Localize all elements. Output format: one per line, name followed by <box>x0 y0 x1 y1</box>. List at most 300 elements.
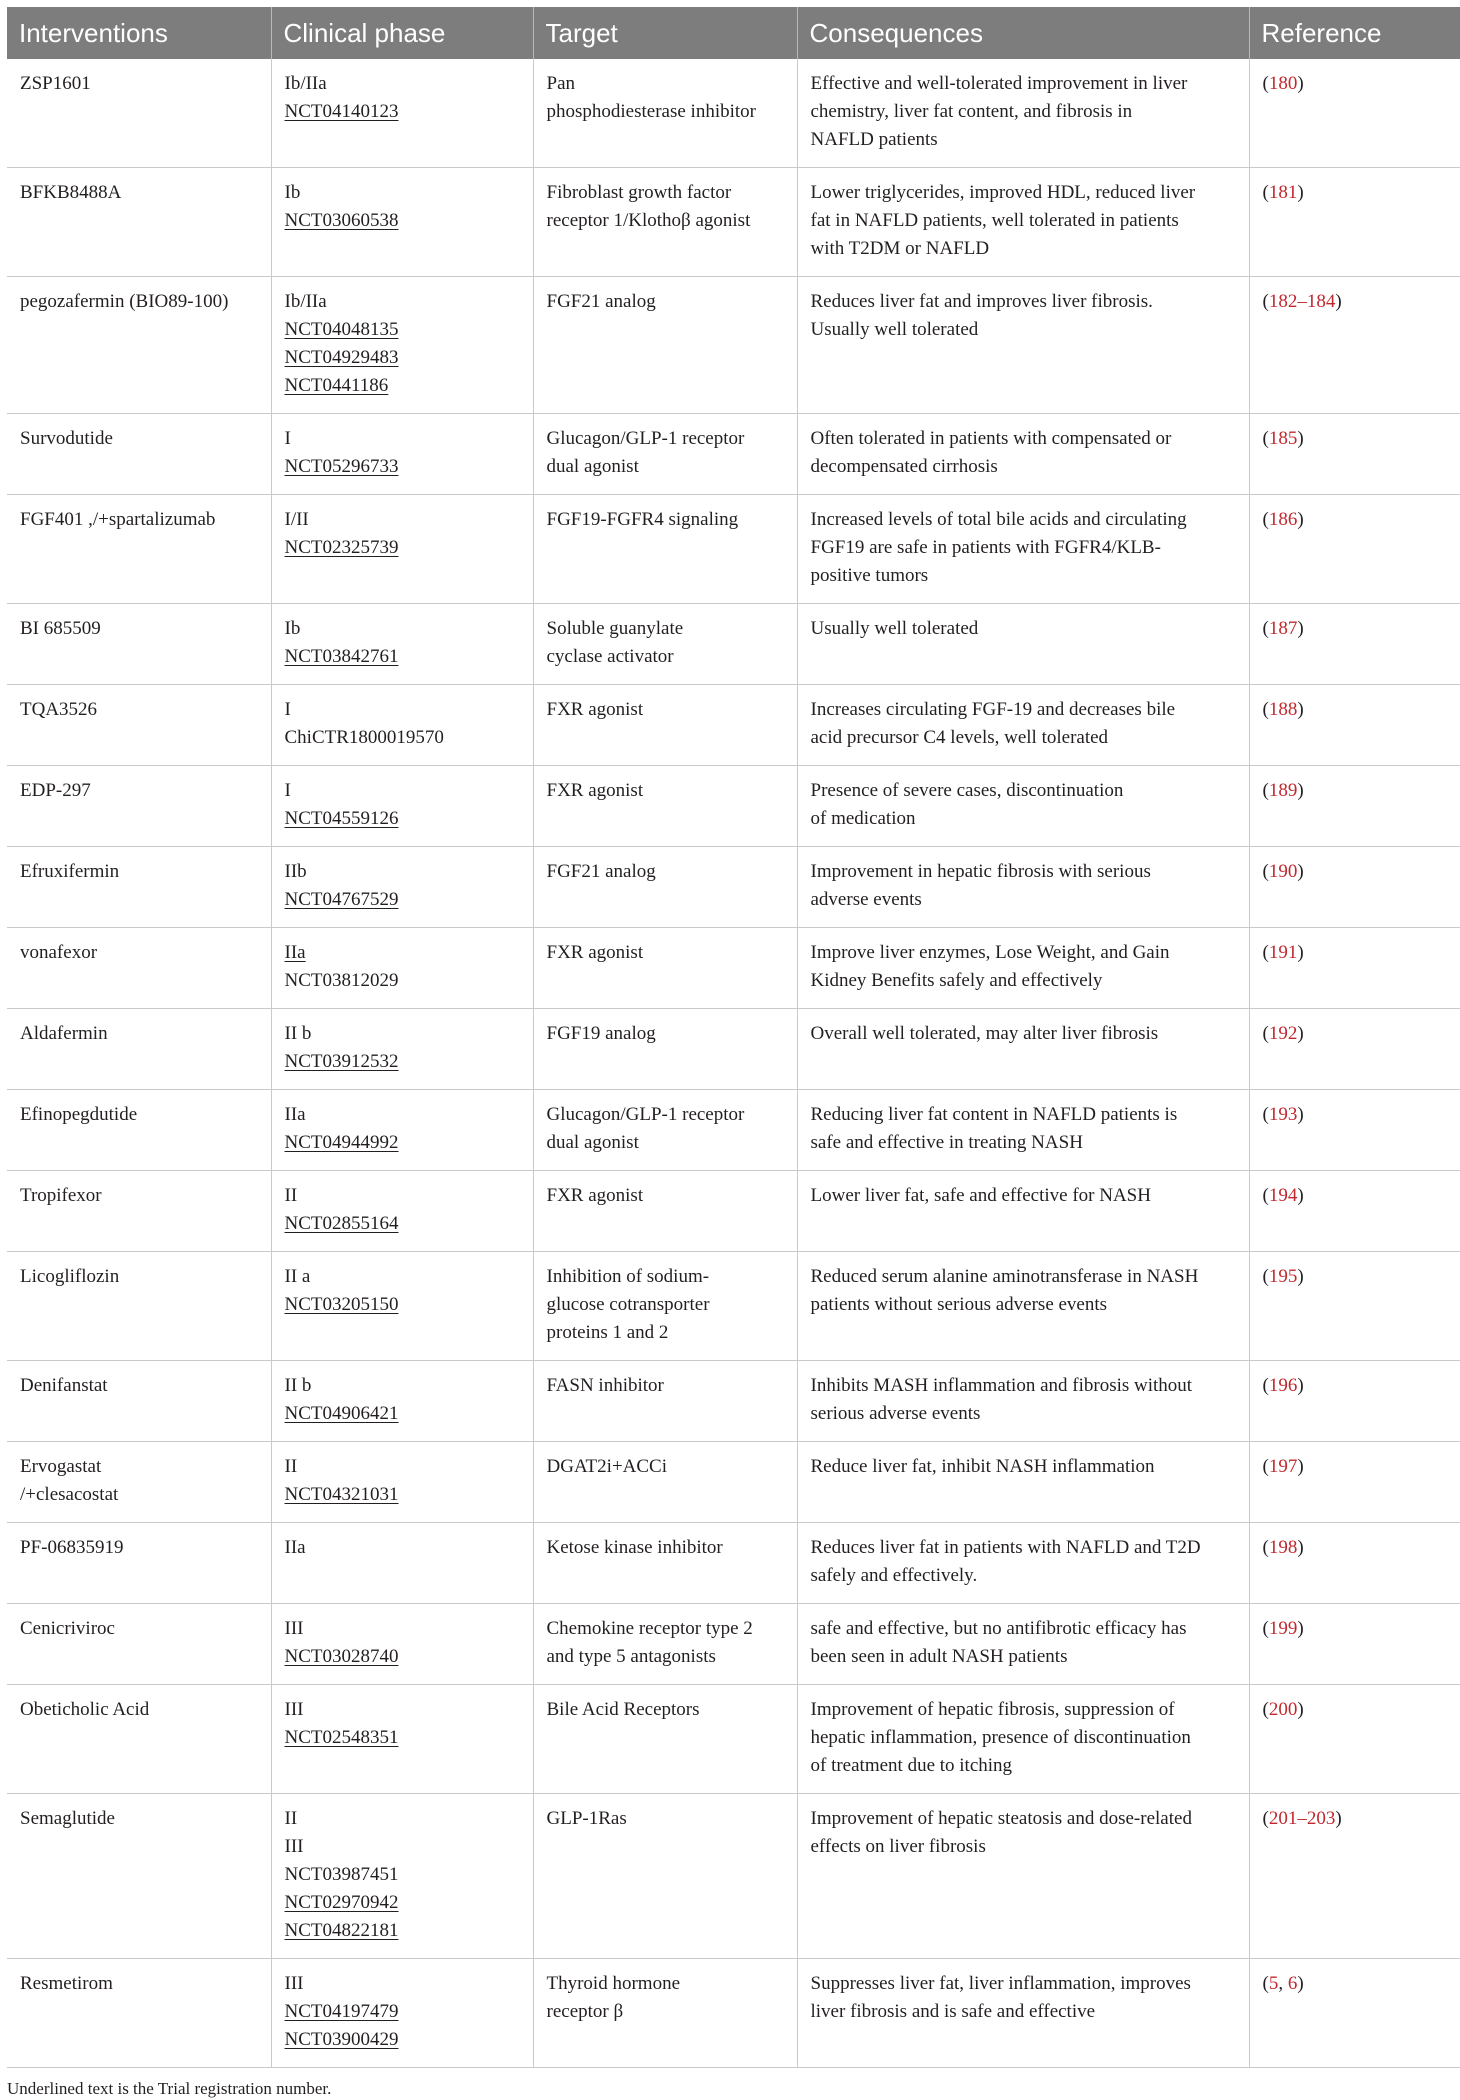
consequences-cell-line: Reduces liver fat in patients with NAFLD and T2D <box>810 1537 1201 1558</box>
consequences-cell-line: hepatic inflammation, presence of discontinuation <box>810 1727 1191 1748</box>
target-cell-line: FXR agonist <box>546 942 644 963</box>
clinical-phase-cell <box>271 1090 533 1171</box>
clinical-phase-cell <box>271 1523 533 1604</box>
clinical-phase-cell <box>271 277 533 414</box>
header-consequences: Consequences <box>797 7 1249 59</box>
target-cell-line: FGF21 analog <box>546 291 656 312</box>
clinical-phase-cell <box>271 928 533 1009</box>
trial-registration-number: NCT03060538 <box>284 210 399 231</box>
consequences-cell-line: Reduce liver fat, inhibit NASH inflammation <box>810 1456 1155 1477</box>
consequences-cell-line: Presence of severe cases, discontinuation <box>810 780 1124 801</box>
trial-registration-number: NCT02855164 <box>284 1213 399 1234</box>
table-row <box>7 1794 1460 1959</box>
intervention-cell <box>7 1685 271 1794</box>
reference-cell: (189) <box>1249 766 1460 847</box>
table-row <box>7 1604 1460 1685</box>
table-header <box>7 7 1460 59</box>
intervention-cell-line: ZSP1601 <box>20 73 91 94</box>
table-footnote: Underlined text is the Trial registration number. <box>7 2079 332 2098</box>
consequences-cell-line: FGF19 are safe in patients with FGFR4/KLB- <box>810 537 1161 558</box>
clinical-phase-cell <box>271 1604 533 1685</box>
trial-registration-number: NCT04321031 <box>284 1484 399 1505</box>
target-cell-line: Soluble guanylate <box>546 618 684 639</box>
consequences-cell-line: Improve liver enzymes, Lose Weight, and Gain <box>810 942 1170 963</box>
reference-link[interactable]: 181 <box>1268 182 1298 203</box>
intervention-cell <box>7 1090 271 1171</box>
target-cell-line: receptor β <box>546 2001 624 2022</box>
target-cell-line: dual agonist <box>546 456 639 477</box>
target-cell-line: Fibroblast growth factor <box>546 182 732 203</box>
target-cell <box>533 1523 797 1604</box>
target-cell-line: FASN inhibitor <box>546 1375 664 1396</box>
table-row <box>7 766 1460 847</box>
target-cell-line: Pan <box>546 73 575 94</box>
phase-text: III <box>284 1973 304 1994</box>
trial-registration-number: NCT0441186 <box>284 375 389 396</box>
table-row <box>7 1523 1460 1604</box>
consequences-cell <box>797 1171 1249 1252</box>
phase-text: IIb <box>284 861 307 882</box>
intervention-cell-line: Ervogastat <box>20 1456 102 1477</box>
consequences-cell-line: Increased levels of total bile acids and circulating <box>810 509 1187 530</box>
intervention-cell-line: Semaglutide <box>20 1808 115 1829</box>
consequences-cell <box>797 1523 1249 1604</box>
consequences-cell-line: Overall well tolerated, may alter liver fibrosis <box>810 1023 1159 1044</box>
target-cell <box>533 1794 797 1959</box>
table-row <box>7 59 1460 168</box>
intervention-cell-line: TQA3526 <box>20 699 98 720</box>
table-row <box>7 1685 1460 1794</box>
consequences-cell-line: Usually well tolerated <box>810 319 979 340</box>
consequences-cell-line: effects on liver fibrosis <box>810 1836 986 1857</box>
consequences-cell-line: serious adverse events <box>810 1403 981 1424</box>
target-cell <box>533 277 797 414</box>
reference-link[interactable]: 193 <box>1268 1104 1298 1125</box>
trial-registration-number: NCT04944992 <box>284 1132 399 1153</box>
phase-text: IIa <box>284 1537 306 1558</box>
reference-cell: (193) <box>1249 1090 1460 1171</box>
consequences-cell <box>797 766 1249 847</box>
reference-link[interactable]: 188 <box>1268 699 1298 720</box>
target-cell-line: cyclase activator <box>546 646 674 667</box>
reference-cell: (192) <box>1249 1009 1460 1090</box>
consequences-cell-line: NAFLD patients <box>810 129 938 150</box>
intervention-cell <box>7 685 271 766</box>
reference-cell: (190) <box>1249 847 1460 928</box>
phase-text: Ib/IIa <box>284 291 327 312</box>
consequences-cell <box>797 1009 1249 1090</box>
table-body <box>7 59 1460 2068</box>
reference-cell: (198) <box>1249 1523 1460 1604</box>
consequences-cell-line: acid precursor C4 levels, well tolerated <box>810 727 1109 748</box>
table-row <box>7 685 1460 766</box>
clinical-phase-cell <box>271 766 533 847</box>
consequences-cell <box>797 495 1249 604</box>
table-row <box>7 1090 1460 1171</box>
trial-registration-number: NCT05296733 <box>284 456 399 477</box>
consequences-cell-line: with T2DM or NAFLD <box>810 238 990 259</box>
reference-cell: (5, 6) <box>1249 1959 1460 2068</box>
intervention-cell-line: vonafexor <box>20 942 98 963</box>
consequences-cell-line: chemistry, liver fat content, and fibrosis in <box>810 101 1133 122</box>
intervention-cell <box>7 766 271 847</box>
reference-cell: (180) <box>1249 59 1460 168</box>
target-cell-line: and type 5 antagonists <box>546 1646 716 1667</box>
target-cell <box>533 1604 797 1685</box>
clinical-phase-cell <box>271 847 533 928</box>
target-cell-line: FXR agonist <box>546 780 644 801</box>
intervention-cell-line: BI 685509 <box>20 618 101 639</box>
phase-text: Ib <box>284 182 301 203</box>
reference-link[interactable]: 190 <box>1268 861 1298 882</box>
intervention-cell-line: Resmetirom <box>20 1973 113 1994</box>
trial-registration-number: NCT03912532 <box>284 1051 399 1072</box>
intervention-cell-line: FGF401 ,/+spartalizumab <box>20 509 216 530</box>
reference-link[interactable]: 201–203 <box>1268 1808 1336 1829</box>
reference-link[interactable]: 182–184 <box>1268 291 1336 312</box>
intervention-cell-line: Licogliflozin <box>20 1266 120 1287</box>
intervention-cell-line: Cenicriviroc <box>20 1618 115 1639</box>
intervention-cell <box>7 59 271 168</box>
target-cell-line: receptor 1/Klothoβ agonist <box>546 210 751 231</box>
clinical-phase-cell <box>271 685 533 766</box>
intervention-cell <box>7 168 271 277</box>
target-cell-line: FGF21 analog <box>546 861 656 882</box>
consequences-cell <box>797 414 1249 495</box>
reference-cell: (182–184) <box>1249 277 1460 414</box>
reference-link[interactable]: 189 <box>1268 780 1298 801</box>
phase-text: II <box>284 1456 298 1477</box>
consequences-cell-line: Lower triglycerides, improved HDL, reduced liver <box>810 182 1196 203</box>
consequences-cell-line: safe and effective in treating NASH <box>810 1132 1083 1153</box>
target-cell-line: dual agonist <box>546 1132 639 1153</box>
reference-cell: (191) <box>1249 928 1460 1009</box>
trial-registration-number: NCT03205150 <box>284 1294 399 1315</box>
header-clinical-phase: Clinical phase <box>271 7 533 59</box>
clinical-phase-cell <box>271 495 533 604</box>
consequences-cell-line: Reduces liver fat and improves liver fibrosis. <box>810 291 1153 312</box>
clinical-phase-cell <box>271 1959 533 2068</box>
consequences-cell-line: Effective and well-tolerated improvement in liver <box>810 73 1188 94</box>
phase-text: I <box>284 428 291 449</box>
target-cell-line: glucose cotransporter <box>546 1294 710 1315</box>
table-row <box>7 1442 1460 1523</box>
consequences-cell <box>797 59 1249 168</box>
table-row <box>7 1252 1460 1361</box>
intervention-cell <box>7 414 271 495</box>
trial-registration-number: NCT04822181 <box>284 1920 399 1941</box>
target-cell <box>533 1685 797 1794</box>
phase-text: ChiCTR1800019570 <box>284 727 444 748</box>
intervention-cell-line: Denifanstat <box>20 1375 108 1396</box>
table-row <box>7 847 1460 928</box>
target-cell-line: Bile Acid Receptors <box>546 1699 700 1720</box>
target-cell <box>533 604 797 685</box>
intervention-cell-line: Efruxifermin <box>20 861 120 882</box>
phase-text: II <box>284 1808 298 1829</box>
target-cell <box>533 1959 797 2068</box>
consequences-cell-line: safe and effective, but no antifibrotic efficacy has <box>810 1618 1187 1639</box>
intervention-cell <box>7 495 271 604</box>
target-cell-line: FGF19-FGFR4 signaling <box>546 509 739 530</box>
intervention-cell <box>7 928 271 1009</box>
consequences-cell-line: Improvement in hepatic fibrosis with serious <box>810 861 1151 882</box>
consequences-cell-line: adverse events <box>810 889 922 910</box>
reference-link[interactable]: 195 <box>1268 1266 1298 1287</box>
consequences-cell <box>797 277 1249 414</box>
trial-registration-number: NCT04048135 <box>284 319 399 340</box>
header-row <box>7 7 1460 59</box>
reference-cell: (195) <box>1249 1252 1460 1361</box>
clinical-phase-cell <box>271 168 533 277</box>
intervention-cell <box>7 1604 271 1685</box>
reference-link[interactable]: 198 <box>1268 1537 1298 1558</box>
intervention-cell <box>7 1252 271 1361</box>
reference-link[interactable]: 191 <box>1268 942 1298 963</box>
trial-registration-number: IIa <box>284 942 306 963</box>
phase-text: IIa <box>284 1104 306 1125</box>
target-cell <box>533 847 797 928</box>
trial-registration-number: NCT02325739 <box>284 537 399 558</box>
consequences-cell <box>797 1252 1249 1361</box>
reference-cell: (188) <box>1249 685 1460 766</box>
reference-cell: (200) <box>1249 1685 1460 1794</box>
consequences-cell-line: Improvement of hepatic steatosis and dose-related <box>810 1808 1192 1829</box>
target-cell <box>533 168 797 277</box>
table-row <box>7 1959 1460 2068</box>
consequences-cell <box>797 1090 1249 1171</box>
consequences-cell-line: been seen in adult NASH patients <box>810 1646 1068 1667</box>
consequences-cell-line: patients without serious adverse events <box>810 1294 1108 1315</box>
table-row <box>7 168 1460 277</box>
target-cell <box>533 1361 797 1442</box>
reference-link[interactable]: 185 <box>1268 428 1298 449</box>
intervention-cell <box>7 1361 271 1442</box>
trial-registration-number: NCT04767529 <box>284 889 399 910</box>
trial-registration-number: NCT02548351 <box>284 1727 399 1748</box>
intervention-cell <box>7 277 271 414</box>
consequences-cell-line: Reduced serum alanine aminotransferase in NASH <box>810 1266 1199 1287</box>
reference-cell: (181) <box>1249 168 1460 277</box>
target-cell-line: FXR agonist <box>546 699 644 720</box>
table-row <box>7 1171 1460 1252</box>
table-row <box>7 1361 1460 1442</box>
clinical-phase-cell <box>271 414 533 495</box>
target-cell-line: DGAT2i+ACCi <box>546 1456 668 1477</box>
target-cell <box>533 59 797 168</box>
target-cell <box>533 1171 797 1252</box>
phase-text: II b <box>284 1023 312 1044</box>
intervention-cell-line: Survodutide <box>20 428 113 449</box>
reference-link[interactable]: 6 <box>1287 1973 1298 1994</box>
phase-text: III <box>284 1836 304 1857</box>
table-row <box>7 1009 1460 1090</box>
consequences-cell-line: Often tolerated in patients with compensated or <box>810 428 1172 449</box>
target-cell-line: Thyroid hormone <box>546 1973 681 1994</box>
header-interventions: Interventions <box>7 7 271 59</box>
phase-text: II <box>284 1185 298 1206</box>
phase-text: I <box>284 699 291 720</box>
target-cell-line: Glucagon/GLP-1 receptor <box>546 1104 745 1125</box>
consequences-cell-line: liver fibrosis and is safe and effective <box>810 2001 1096 2022</box>
reference-cell: (197) <box>1249 1442 1460 1523</box>
interventions-table <box>7 7 1460 2068</box>
phase-text: I <box>284 780 291 801</box>
target-cell-line: FGF19 analog <box>546 1023 656 1044</box>
table-row <box>7 928 1460 1009</box>
clinical-phase-cell <box>271 1252 533 1361</box>
consequences-cell-line: positive tumors <box>810 565 929 586</box>
trial-registration-number: NCT02970942 <box>284 1892 399 1913</box>
intervention-cell-line: Obeticholic Acid <box>20 1699 150 1720</box>
clinical-phase-cell <box>271 1442 533 1523</box>
intervention-cell <box>7 847 271 928</box>
consequences-cell-line: Increases circulating FGF-19 and decreases bile <box>810 699 1176 720</box>
trial-registration-number: NCT04197479 <box>284 2001 399 2022</box>
intervention-cell-line: /+clesacostat <box>20 1484 119 1505</box>
consequences-cell <box>797 1361 1249 1442</box>
consequences-cell <box>797 604 1249 685</box>
clinical-phase-cell <box>271 1361 533 1442</box>
target-cell-line: phosphodiesterase inhibitor <box>546 101 756 122</box>
consequences-cell <box>797 928 1249 1009</box>
reference-cell: (196) <box>1249 1361 1460 1442</box>
consequences-cell-line: of treatment due to itching <box>810 1755 1013 1776</box>
reference-link[interactable]: 5 <box>1268 1973 1279 1994</box>
consequences-cell-line: Improvement of hepatic fibrosis, suppression of <box>810 1699 1175 1720</box>
target-cell <box>533 685 797 766</box>
intervention-cell-line: Aldafermin <box>20 1023 108 1044</box>
intervention-cell-line: Tropifexor <box>20 1185 102 1206</box>
target-cell <box>533 1009 797 1090</box>
reference-link[interactable]: 200 <box>1268 1699 1298 1720</box>
consequences-cell <box>797 1604 1249 1685</box>
clinical-phase-cell <box>271 1171 533 1252</box>
intervention-cell-line: PF-06835919 <box>20 1537 124 1558</box>
intervention-cell <box>7 1009 271 1090</box>
phase-text: Ib/IIa <box>284 73 327 94</box>
target-cell-line: Chemokine receptor type 2 <box>546 1618 753 1639</box>
reference-link[interactable]: 196 <box>1268 1375 1298 1396</box>
trial-registration-number: NCT04906421 <box>284 1403 399 1424</box>
table-wrapper <box>7 7 1460 2100</box>
consequences-cell <box>797 1794 1249 1959</box>
reference-link[interactable]: 199 <box>1268 1618 1298 1639</box>
consequences-cell-line: fat in NAFLD patients, well tolerated in patients <box>810 210 1179 231</box>
phase-text: III <box>284 1618 304 1639</box>
intervention-cell <box>7 604 271 685</box>
target-cell <box>533 1090 797 1171</box>
reference-cell: (187) <box>1249 604 1460 685</box>
consequences-cell-line: of medication <box>810 808 916 829</box>
intervention-cell <box>7 1959 271 2068</box>
table-row <box>7 414 1460 495</box>
consequences-cell-line: Suppresses liver fat, liver inflammation, improves <box>810 1973 1191 1994</box>
reference-link[interactable]: 180 <box>1268 73 1298 94</box>
clinical-phase-cell <box>271 1685 533 1794</box>
target-cell-line: proteins 1 and 2 <box>546 1322 669 1343</box>
trial-registration-number: NCT04140123 <box>284 101 399 122</box>
intervention-cell <box>7 1171 271 1252</box>
consequences-cell-line: Kidney Benefits safely and effectively <box>810 970 1103 991</box>
target-cell <box>533 1252 797 1361</box>
phase-text: NCT03812029 <box>284 970 399 991</box>
clinical-phase-cell <box>271 604 533 685</box>
target-cell <box>533 766 797 847</box>
reference-cell: (194) <box>1249 1171 1460 1252</box>
target-cell-line: Glucagon/GLP-1 receptor <box>546 428 745 449</box>
intervention-cell <box>7 1794 271 1959</box>
table-row <box>7 277 1460 414</box>
intervention-cell-line: pegozafermin (BIO89-100) <box>20 291 229 312</box>
consequences-cell-line: decompensated cirrhosis <box>810 456 998 477</box>
clinical-phase-cell <box>271 1009 533 1090</box>
reference-link[interactable]: 187 <box>1268 618 1298 639</box>
reference-link[interactable]: 192 <box>1268 1023 1298 1044</box>
phase-text: NCT03987451 <box>284 1864 399 1885</box>
consequences-cell-line: Reducing liver fat content in NAFLD patients is <box>810 1104 1178 1125</box>
table-row <box>7 495 1460 604</box>
table-row <box>7 604 1460 685</box>
reference-cell: (201–203) <box>1249 1794 1460 1959</box>
target-cell-line: Ketose kinase inhibitor <box>546 1537 723 1558</box>
trial-registration-number: NCT04559126 <box>284 808 399 829</box>
target-cell <box>533 414 797 495</box>
consequences-cell-line: Inhibits MASH inflammation and fibrosis without <box>810 1375 1193 1396</box>
target-cell <box>533 495 797 604</box>
phase-text: Ib <box>284 618 301 639</box>
reference-cell: (185) <box>1249 414 1460 495</box>
target-cell <box>533 928 797 1009</box>
phase-text: III <box>284 1699 304 1720</box>
target-cell <box>533 1442 797 1523</box>
clinical-phase-cell <box>271 59 533 168</box>
target-cell-line: GLP-1Ras <box>546 1808 627 1829</box>
consequences-cell <box>797 1959 1249 2068</box>
target-cell-line: Inhibition of sodium- <box>546 1266 710 1287</box>
header-reference: Reference <box>1249 7 1460 59</box>
reference-link[interactable]: 197 <box>1268 1456 1298 1477</box>
reference-link[interactable]: 186 <box>1268 509 1298 530</box>
trial-registration-number: NCT03028740 <box>284 1646 399 1667</box>
consequences-cell <box>797 1685 1249 1794</box>
phase-text: I/II <box>284 509 309 530</box>
intervention-cell-line: Efinopegdutide <box>20 1104 138 1125</box>
trial-registration-number: NCT03900429 <box>284 2029 399 2050</box>
consequences-cell-line: Lower liver fat, safe and effective for NASH <box>810 1185 1151 1206</box>
intervention-cell-line: BFKB8488A <box>20 182 122 203</box>
header-target: Target <box>533 7 797 59</box>
target-cell-line: FXR agonist <box>546 1185 644 1206</box>
reference-cell: (186) <box>1249 495 1460 604</box>
consequences-cell <box>797 168 1249 277</box>
consequences-cell <box>797 1442 1249 1523</box>
intervention-cell <box>7 1523 271 1604</box>
clinical-phase-cell <box>271 1794 533 1959</box>
intervention-cell <box>7 1442 271 1523</box>
phase-text: II a <box>284 1266 311 1287</box>
consequences-cell <box>797 847 1249 928</box>
intervention-cell-line: EDP-297 <box>20 780 91 801</box>
reference-link[interactable]: 194 <box>1268 1185 1298 1206</box>
consequences-cell <box>797 685 1249 766</box>
consequences-cell-line: Usually well tolerated <box>810 618 979 639</box>
trial-registration-number: NCT04929483 <box>284 347 399 368</box>
phase-text: II b <box>284 1375 312 1396</box>
trial-registration-number: NCT03842761 <box>284 646 399 667</box>
reference-cell: (199) <box>1249 1604 1460 1685</box>
consequences-cell-line: safely and effectively. <box>810 1565 978 1586</box>
